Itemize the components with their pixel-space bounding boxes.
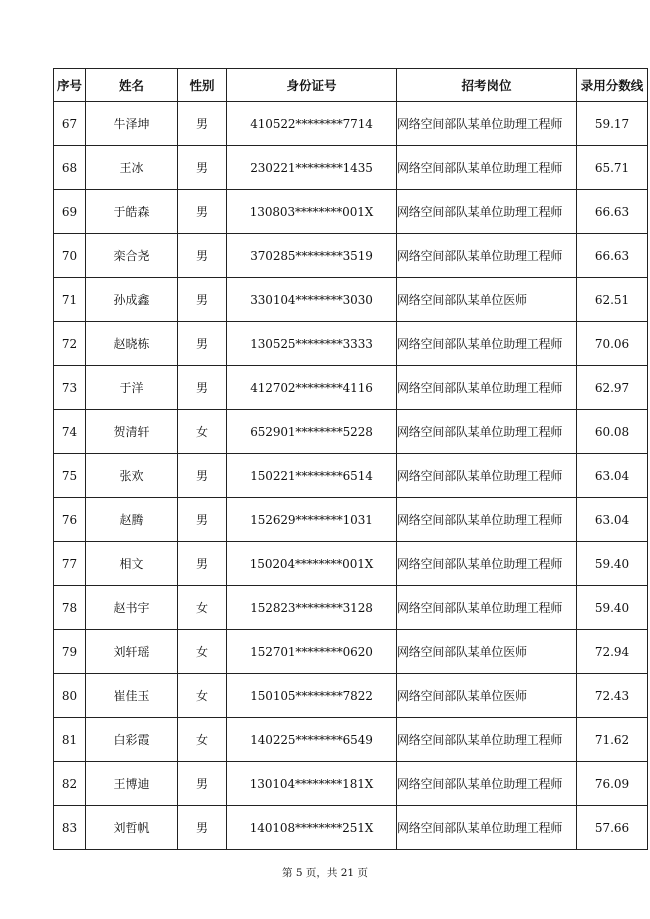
cell-id-number: 150105********7822 bbox=[227, 674, 397, 718]
col-header-position: 招考岗位 bbox=[397, 69, 577, 102]
cell-gender: 女 bbox=[178, 410, 227, 454]
cell-id-number: 150204********001X bbox=[227, 542, 397, 586]
cell-number: 75 bbox=[54, 454, 86, 498]
cell-id-number: 140225********6549 bbox=[227, 718, 397, 762]
cell-id-number: 410522********7714 bbox=[227, 102, 397, 146]
cell-number: 70 bbox=[54, 234, 86, 278]
cell-position: 网络空间部队某单位助理工程师 bbox=[397, 454, 577, 498]
table-row bbox=[54, 586, 648, 630]
cell-position: 网络空间部队某单位助理工程师 bbox=[397, 102, 577, 146]
cell-number: 74 bbox=[54, 410, 86, 454]
cell-name: 刘哲帆 bbox=[86, 806, 178, 850]
col-header-score: 录用分数线 bbox=[577, 69, 648, 102]
cell-position: 网络空间部队某单位助理工程师 bbox=[397, 542, 577, 586]
cell-position: 网络空间部队某单位助理工程师 bbox=[397, 762, 577, 806]
cell-name: 白彩霞 bbox=[86, 718, 178, 762]
cell-score: 72.43 bbox=[577, 674, 648, 718]
cell-number: 81 bbox=[54, 718, 86, 762]
admission-table bbox=[53, 68, 648, 850]
table-row bbox=[54, 190, 648, 234]
cell-name: 于洋 bbox=[86, 366, 178, 410]
cell-gender: 男 bbox=[178, 454, 227, 498]
cell-position: 网络空间部队某单位医师 bbox=[397, 278, 577, 322]
cell-score: 70.06 bbox=[577, 322, 648, 366]
cell-name: 王博迪 bbox=[86, 762, 178, 806]
cell-name: 于皓森 bbox=[86, 190, 178, 234]
cell-position: 网络空间部队某单位助理工程师 bbox=[397, 146, 577, 190]
col-header-name: 姓名 bbox=[86, 69, 178, 102]
table-row bbox=[54, 234, 648, 278]
cell-name: 王冰 bbox=[86, 146, 178, 190]
cell-score: 59.40 bbox=[577, 542, 648, 586]
cell-number: 71 bbox=[54, 278, 86, 322]
table-header-row bbox=[54, 69, 648, 102]
cell-score: 60.08 bbox=[577, 410, 648, 454]
table-row bbox=[54, 146, 648, 190]
cell-number: 80 bbox=[54, 674, 86, 718]
col-header-gender: 性别 bbox=[178, 69, 227, 102]
cell-gender: 男 bbox=[178, 234, 227, 278]
cell-gender: 男 bbox=[178, 278, 227, 322]
cell-id-number: 330104********3030 bbox=[227, 278, 397, 322]
cell-gender: 男 bbox=[178, 102, 227, 146]
cell-name: 赵腾 bbox=[86, 498, 178, 542]
cell-number: 79 bbox=[54, 630, 86, 674]
cell-number: 82 bbox=[54, 762, 86, 806]
cell-score: 66.63 bbox=[577, 234, 648, 278]
cell-score: 62.97 bbox=[577, 366, 648, 410]
cell-id-number: 130525********3333 bbox=[227, 322, 397, 366]
table-row bbox=[54, 498, 648, 542]
table-row bbox=[54, 410, 648, 454]
cell-id-number: 152823********3128 bbox=[227, 586, 397, 630]
cell-id-number: 140108********251X bbox=[227, 806, 397, 850]
cell-gender: 女 bbox=[178, 718, 227, 762]
cell-number: 67 bbox=[54, 102, 86, 146]
cell-position: 网络空间部队某单位助理工程师 bbox=[397, 586, 577, 630]
cell-name: 栾合尧 bbox=[86, 234, 178, 278]
table-row bbox=[54, 322, 648, 366]
cell-gender: 男 bbox=[178, 498, 227, 542]
cell-score: 57.66 bbox=[577, 806, 648, 850]
cell-position: 网络空间部队某单位助理工程师 bbox=[397, 498, 577, 542]
cell-gender: 女 bbox=[178, 674, 227, 718]
table-row bbox=[54, 674, 648, 718]
cell-id-number: 130104********181X bbox=[227, 762, 397, 806]
table-row bbox=[54, 806, 648, 850]
table-row bbox=[54, 278, 648, 322]
table-row bbox=[54, 542, 648, 586]
cell-position: 网络空间部队某单位医师 bbox=[397, 674, 577, 718]
cell-number: 72 bbox=[54, 322, 86, 366]
cell-name: 张欢 bbox=[86, 454, 178, 498]
cell-id-number: 152629********1031 bbox=[227, 498, 397, 542]
cell-name: 赵晓栋 bbox=[86, 322, 178, 366]
cell-number: 78 bbox=[54, 586, 86, 630]
cell-score: 66.63 bbox=[577, 190, 648, 234]
cell-gender: 男 bbox=[178, 322, 227, 366]
cell-gender: 男 bbox=[178, 542, 227, 586]
cell-score: 63.04 bbox=[577, 454, 648, 498]
cell-score: 65.71 bbox=[577, 146, 648, 190]
table-row bbox=[54, 762, 648, 806]
cell-position: 网络空间部队某单位助理工程师 bbox=[397, 718, 577, 762]
cell-name: 崔佳玉 bbox=[86, 674, 178, 718]
cell-name: 贺清轩 bbox=[86, 410, 178, 454]
cell-id-number: 370285********3519 bbox=[227, 234, 397, 278]
cell-gender: 女 bbox=[178, 586, 227, 630]
cell-position: 网络空间部队某单位医师 bbox=[397, 630, 577, 674]
cell-id-number: 412702********4116 bbox=[227, 366, 397, 410]
cell-score: 59.17 bbox=[577, 102, 648, 146]
cell-number: 76 bbox=[54, 498, 86, 542]
cell-number: 83 bbox=[54, 806, 86, 850]
cell-gender: 男 bbox=[178, 190, 227, 234]
cell-score: 76.09 bbox=[577, 762, 648, 806]
cell-score: 59.40 bbox=[577, 586, 648, 630]
table-row bbox=[54, 102, 648, 146]
cell-id-number: 652901********5228 bbox=[227, 410, 397, 454]
cell-name: 赵书宇 bbox=[86, 586, 178, 630]
cell-score: 63.04 bbox=[577, 498, 648, 542]
cell-gender: 男 bbox=[178, 806, 227, 850]
cell-position: 网络空间部队某单位助理工程师 bbox=[397, 190, 577, 234]
cell-position: 网络空间部队某单位助理工程师 bbox=[397, 806, 577, 850]
cell-id-number: 130803********001X bbox=[227, 190, 397, 234]
cell-number: 77 bbox=[54, 542, 86, 586]
cell-id-number: 152701********0620 bbox=[227, 630, 397, 674]
cell-score: 62.51 bbox=[577, 278, 648, 322]
cell-id-number: 150221********6514 bbox=[227, 454, 397, 498]
cell-name: 相文 bbox=[86, 542, 178, 586]
page-footer: 第 5 页，共 21 页 bbox=[282, 867, 368, 879]
col-header-number: 序号 bbox=[54, 69, 86, 102]
cell-gender: 男 bbox=[178, 366, 227, 410]
cell-name: 刘轩瑶 bbox=[86, 630, 178, 674]
cell-position: 网络空间部队某单位助理工程师 bbox=[397, 410, 577, 454]
cell-position: 网络空间部队某单位助理工程师 bbox=[397, 322, 577, 366]
cell-name: 孙成鑫 bbox=[86, 278, 178, 322]
cell-name: 牛泽坤 bbox=[86, 102, 178, 146]
table-row bbox=[54, 366, 648, 410]
cell-gender: 女 bbox=[178, 630, 227, 674]
table-row bbox=[54, 454, 648, 498]
cell-score: 72.94 bbox=[577, 630, 648, 674]
cell-position: 网络空间部队某单位助理工程师 bbox=[397, 234, 577, 278]
cell-number: 69 bbox=[54, 190, 86, 234]
table-row bbox=[54, 718, 648, 762]
cell-number: 68 bbox=[54, 146, 86, 190]
cell-number: 73 bbox=[54, 366, 86, 410]
cell-gender: 男 bbox=[178, 146, 227, 190]
table-row bbox=[54, 630, 648, 674]
cell-position: 网络空间部队某单位助理工程师 bbox=[397, 366, 577, 410]
col-header-id-number: 身份证号 bbox=[227, 69, 397, 102]
cell-score: 71.62 bbox=[577, 718, 648, 762]
cell-gender: 男 bbox=[178, 762, 227, 806]
cell-id-number: 230221********1435 bbox=[227, 146, 397, 190]
